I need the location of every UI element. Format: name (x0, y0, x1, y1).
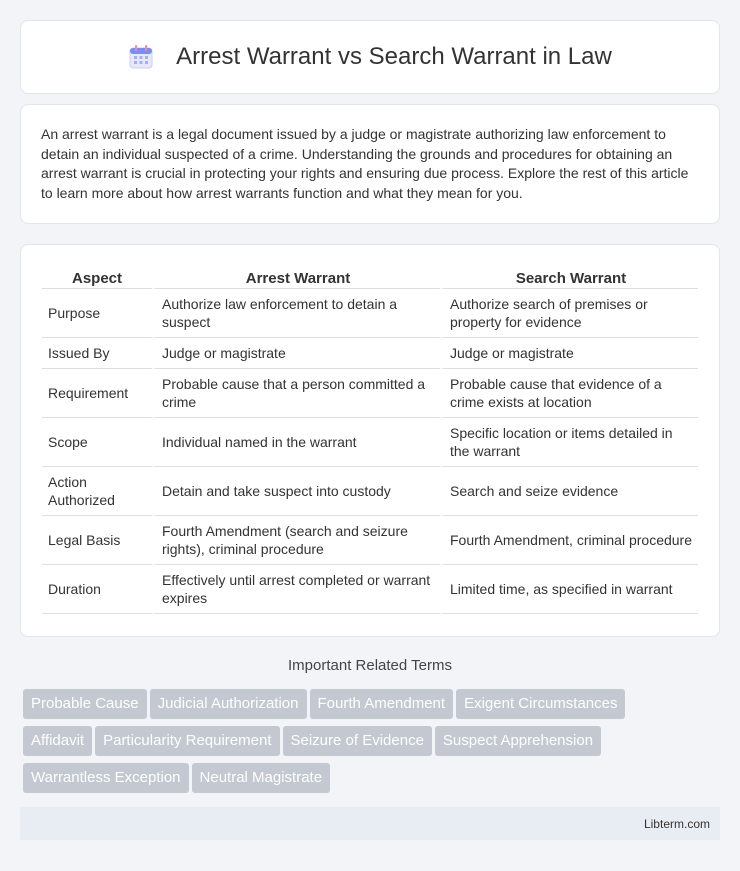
row-search: Search and seize evidence (440, 467, 698, 516)
term-tag[interactable]: Affidavit (23, 726, 92, 756)
comparison-table (42, 263, 698, 614)
table-row (42, 516, 698, 565)
row-arrest: Individual named in the warrant (152, 418, 440, 467)
table-header-row (42, 263, 698, 289)
row-aspect: Duration (42, 565, 152, 614)
row-arrest: Effectively until arrest completed or warrant expires (152, 565, 440, 614)
related-terms-list (23, 689, 723, 800)
row-search: Judge or magistrate (440, 338, 698, 369)
calendar-icon (128, 44, 154, 70)
header-search-warrant: Search Warrant (440, 263, 698, 289)
row-arrest: Authorize law enforcement to detain a suspect (152, 289, 440, 338)
table-row (42, 418, 698, 467)
term-tag[interactable]: Neutral Magistrate (192, 763, 331, 793)
table-row (42, 467, 698, 516)
intro-text: An arrest warrant is a legal document issued by a judge or magistrate authorizing law enforcement to detain an individual suspected of a crime. Understanding the grounds and procedures for obtaining an arrest warrant is crucial in protecting your rights and ensuring due process. Explore the rest of this article to learn more about how arrest warrants function and what they mean for you. (41, 126, 689, 201)
row-search: Authorize search of premises or property for evidence (440, 289, 698, 338)
row-aspect: Scope (42, 418, 152, 467)
row-aspect: Issued By (42, 338, 152, 369)
related-terms-title: Important Related Terms (288, 657, 452, 674)
row-aspect: Legal Basis (42, 516, 152, 565)
table-row (42, 338, 698, 369)
header-arrest-warrant: Arrest Warrant (152, 263, 440, 289)
comparison-card (20, 244, 720, 637)
header-card (20, 20, 720, 94)
page-title: Arrest Warrant vs Search Warrant in Law (176, 43, 612, 70)
row-arrest: Judge or magistrate (152, 338, 440, 369)
row-aspect: Action Authorized (42, 467, 152, 516)
row-search: Fourth Amendment, criminal procedure (440, 516, 698, 565)
table-row (42, 289, 698, 338)
term-tag[interactable]: Probable Cause (23, 689, 147, 719)
footer-link[interactable]: Libterm.com (643, 817, 710, 831)
term-tag[interactable]: Particularity Requirement (95, 726, 279, 756)
term-tag[interactable]: Fourth Amendment (310, 689, 454, 719)
term-tag[interactable]: Warrantless Exception (23, 763, 189, 793)
term-tag[interactable]: Seizure of Evidence (283, 726, 432, 756)
header-aspect: Aspect (42, 263, 152, 289)
table-row (42, 565, 698, 614)
row-arrest: Fourth Amendment (search and seizure rights), criminal procedure (152, 516, 440, 565)
term-tag[interactable]: Judicial Authorization (150, 689, 307, 719)
row-aspect: Requirement (42, 369, 152, 418)
row-search: Specific location or items detailed in the warrant (440, 418, 698, 467)
table-row (42, 369, 698, 418)
term-tag[interactable]: Suspect Apprehension (435, 726, 601, 756)
row-aspect: Purpose (42, 289, 152, 338)
term-tag[interactable]: Exigent Circumstances (456, 689, 625, 719)
row-arrest: Detain and take suspect into custody (152, 467, 440, 516)
row-search: Probable cause that evidence of a crime exists at location (440, 369, 698, 418)
row-arrest: Probable cause that a person committed a crime (152, 369, 440, 418)
footer (20, 807, 720, 840)
row-search: Limited time, as specified in warrant (440, 565, 698, 614)
intro-card (20, 104, 720, 224)
